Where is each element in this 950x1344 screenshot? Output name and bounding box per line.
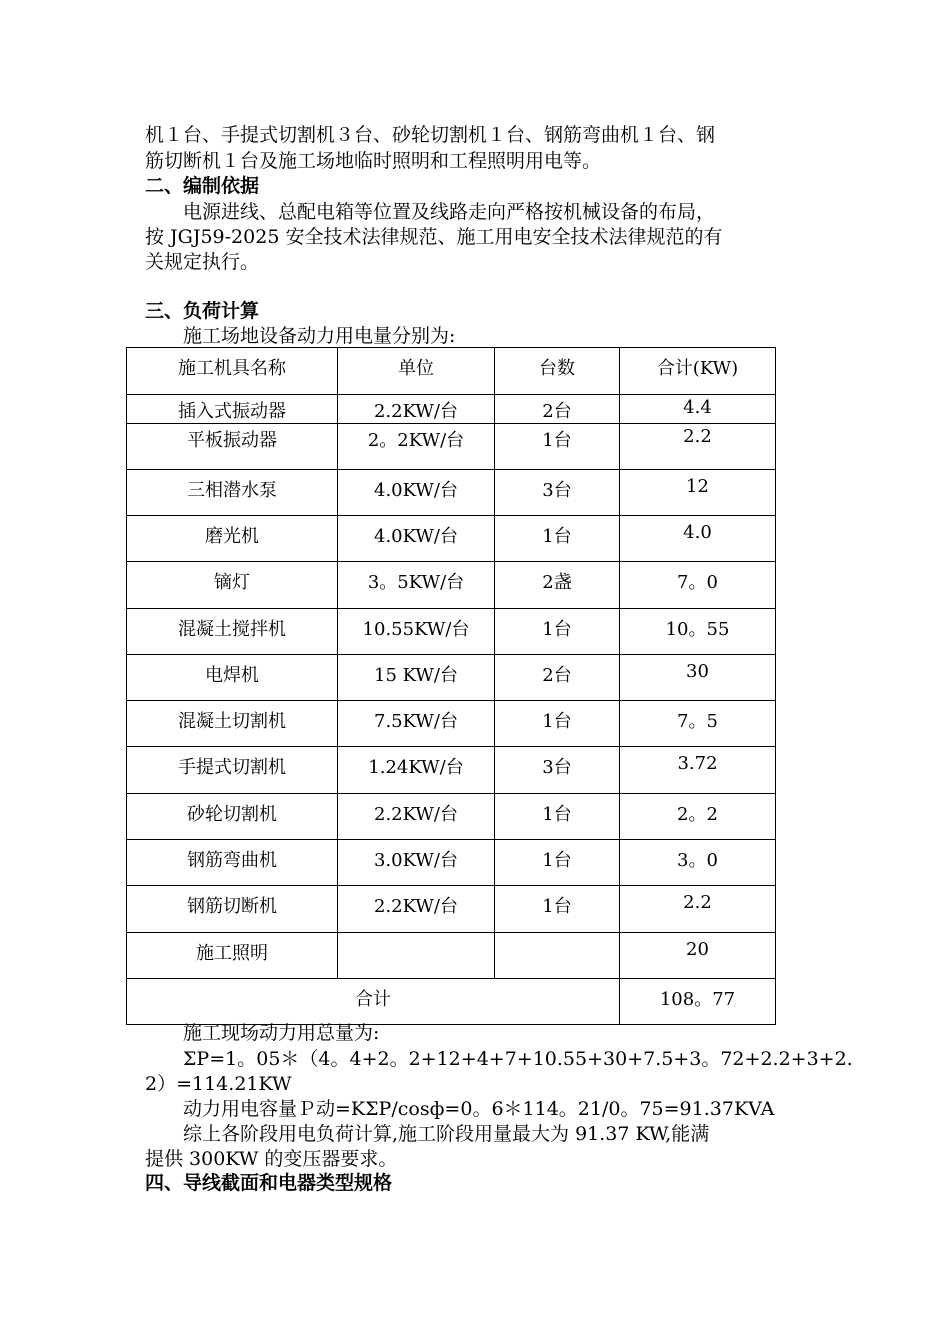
table-cell: 3台	[495, 747, 620, 794]
table-cell: 镝灯	[127, 562, 338, 609]
table-cell: 3。0	[620, 840, 776, 886]
table-cell: 钢筋切断机	[127, 886, 338, 933]
table-cell: 1台	[495, 886, 620, 933]
body-text-line: 综上各阶段用电负荷计算,施工阶段用量最大为 91.37 KW,能满	[145, 1123, 710, 1145]
table-cell: 1台	[495, 701, 620, 747]
table-row	[127, 701, 776, 747]
table-cell: 电焊机	[127, 655, 338, 701]
header-cell-total: 合计(KW)	[620, 348, 776, 395]
table-cell: 钢筋弯曲机	[127, 840, 338, 886]
body-text-line: 筋切断机１台及施工场地临时照明和工程照明用电等。	[145, 150, 602, 172]
table-cell: 磨光机	[127, 516, 338, 562]
header-cell-name: 施工机具名称	[127, 348, 338, 395]
table-cell: 1.24KW/台	[338, 747, 495, 794]
table-cell: 2.2KW/台	[338, 395, 495, 424]
table-row	[127, 886, 776, 933]
table-row	[127, 562, 776, 609]
table-cell: 2.2	[620, 886, 776, 933]
table-cell: 3。5KW/台	[338, 562, 495, 609]
table-cell: 砂轮切割机	[127, 794, 338, 840]
table-row	[127, 747, 776, 794]
formula-line: ΣP=1。05＊（4。4+2。2+12+4+7+10.55+30+7.5+3。72+2.2+3+2.	[145, 1048, 853, 1070]
body-text-line: 机１台、手提式切割机３台、砂轮切割机１台、钢筋弯曲机１台、钢	[145, 124, 716, 146]
table-cell: 2盏	[495, 562, 620, 609]
table-row	[127, 794, 776, 840]
table-cell: 2.2	[620, 424, 776, 470]
body-text-line: 施工现场动力用总量为:	[145, 1022, 380, 1044]
total-label-cell: 合计	[127, 979, 620, 1025]
table-cell: 1台	[495, 424, 620, 470]
table-cell: 混凝土搅拌机	[127, 609, 338, 655]
table-cell: 3.72	[620, 747, 776, 794]
table-cell: 2。2KW/台	[338, 424, 495, 470]
table-total-row	[127, 979, 776, 1025]
table-cell: 15 KW/台	[338, 655, 495, 701]
table-cell: 平板振动器	[127, 424, 338, 470]
table-row	[127, 424, 776, 470]
table-row	[127, 516, 776, 562]
table-cell: 4.0	[620, 516, 776, 562]
table-cell: 3台	[495, 470, 620, 516]
table-cell: 1台	[495, 516, 620, 562]
table-cell: 10.55KW/台	[338, 609, 495, 655]
table-cell: 1台	[495, 794, 620, 840]
table-header-row	[127, 348, 776, 395]
table-row	[127, 933, 776, 979]
header-cell-count: 台数	[495, 348, 620, 395]
formula-line: 动力用电容量Ｐ动=KΣP/cosф=0。6＊114。21/0。75=91.37KVA	[145, 1098, 775, 1120]
table-cell: 7.5KW/台	[338, 701, 495, 747]
table-cell: 混凝土切割机	[127, 701, 338, 747]
table-row	[127, 395, 776, 424]
table-row	[127, 470, 776, 516]
table-cell: 12	[620, 470, 776, 516]
table-cell: 2.2KW/台	[338, 886, 495, 933]
table-row	[127, 655, 776, 701]
body-text-line: 关规定执行。	[145, 251, 260, 273]
table-cell: 施工照明	[127, 933, 338, 979]
table-cell: 手提式切割机	[127, 747, 338, 794]
table-cell: 3.0KW/台	[338, 840, 495, 886]
body-text-line: 按 JGJ59-2025 安全技术法律规范、施工用电安全技术法律规范的有	[145, 226, 723, 248]
table-cell	[338, 933, 495, 979]
table-cell: 2.2KW/台	[338, 794, 495, 840]
table-cell: 4.4	[620, 395, 776, 424]
table-cell: 2台	[495, 655, 620, 701]
table-cell: 30	[620, 655, 776, 701]
table-row	[127, 840, 776, 886]
table-cell: 1台	[495, 840, 620, 886]
body-text-line: 提供 300KW 的变压器要求。	[145, 1148, 398, 1170]
header-cell-unit: 单位	[338, 348, 495, 395]
table-row	[127, 609, 776, 655]
table-cell: 7。0	[620, 562, 776, 609]
section-heading-wiring: 四、导线截面和电器类型规格	[145, 1172, 393, 1194]
table-cell: 插入式振动器	[127, 395, 338, 424]
total-value-cell: 108。77	[620, 979, 776, 1025]
table-cell: 4.0KW/台	[338, 516, 495, 562]
load-table	[126, 347, 776, 1025]
table-cell: 10。55	[620, 609, 776, 655]
table-cell: 20	[620, 933, 776, 979]
table-cell: 2台	[495, 395, 620, 424]
section-heading-load-calc: 三、负荷计算	[145, 300, 260, 322]
table-cell: 7。5	[620, 701, 776, 747]
section-heading-basis: 二、编制依据	[145, 175, 260, 197]
table-cell: 2。2	[620, 794, 776, 840]
table-cell: 三相潜水泵	[127, 470, 338, 516]
table-cell	[495, 933, 620, 979]
table-cell: 1台	[495, 609, 620, 655]
table-intro-text: 施工场地设备动力用电量分别为:	[145, 325, 456, 347]
body-text-line: 电源进线、总配电箱等位置及线路走向严格按机械设备的布局，	[145, 201, 716, 223]
formula-line: 2）=114.21KW	[145, 1073, 292, 1095]
table-cell: 4.0KW/台	[338, 470, 495, 516]
